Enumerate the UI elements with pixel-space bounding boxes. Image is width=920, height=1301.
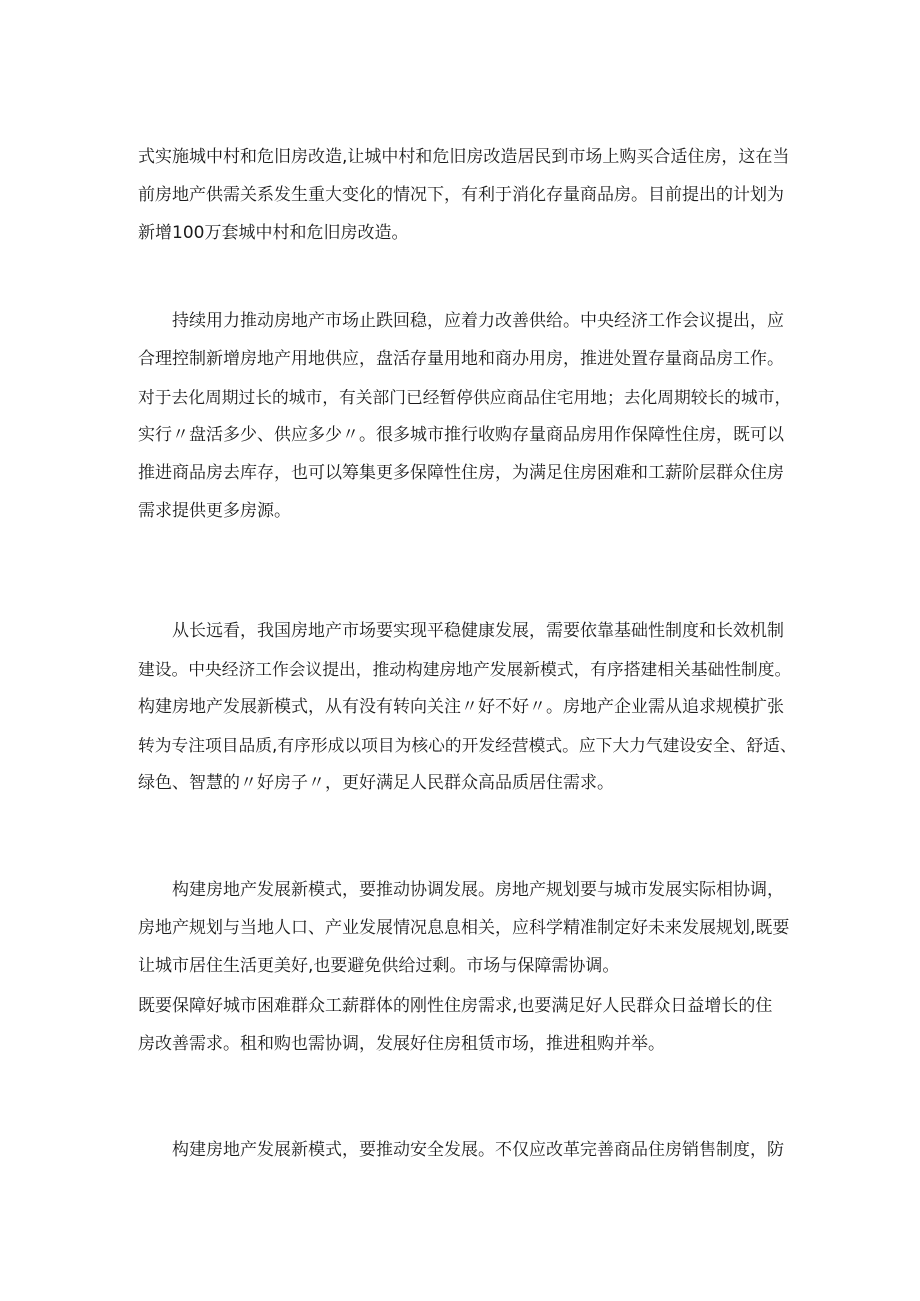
paragraph-line: 持续用力推动房地产市场止跌回稳，应着力改善供给。中央经济工作会议提出，应	[172, 311, 784, 331]
paragraph-line: 让城市居住生活更美好,也要避免供给过剩。市场与保障需协调。	[138, 956, 620, 976]
paragraph-line: 前房地产供需关系发生重大变化的情况下，有利于消化存量商品房。目前提出的计划为	[138, 185, 784, 205]
paragraph-line: 推进商品房去库存，也可以筹集更多保障性住房，为满足住房困难和工薪阶层群众住房	[138, 463, 784, 483]
paragraph-line: 新增100万套城中村和危旧房改造。	[138, 223, 409, 243]
paragraph-line: 式实施城中村和危旧房改造,让城中村和危旧房改造居民到市场上购买合适住房，这在当	[138, 147, 790, 167]
paragraph-line: 构建房地产发展新模式，从有没有转向关注〃好不好〃。房地产企业需从追求规模扩张	[138, 697, 784, 717]
paragraph-line: 从长远看，我国房地产市场要实现平稳健康发展，需要依靠基础性制度和长效机制	[172, 621, 784, 641]
paragraph-line: 合理控制新增房地产用地供应，盘活存量用地和商办用房，推进处置存量商品房工作。	[138, 349, 784, 369]
paragraph-line: 对于去化周期过长的城市，有关部门已经暂停供应商品住宅用地；去化周期较长的城市，	[138, 387, 792, 407]
paragraph-line: 房地产规划与当地人口、产业发展情况息息相关，应科学精准制定好未来发展规划,既要	[138, 918, 790, 938]
paragraph-line: 转为专注项目品质,有序形成以项目为核心的开发经营模式。应下大力气建设安全、舒适、	[138, 735, 797, 755]
paragraph-line: 构建房地产发展新模式，要推动安全发展。不仅应改革完善商品住房销售制度，防	[172, 1140, 784, 1160]
paragraph-5	[138, 987, 798, 1063]
paragraph-line: 构建房地产发展新模式，要推动协调发展。房地产规划要与城市发展实际相协调，	[172, 880, 784, 900]
paragraph-line: 房改善需求。租和购也需协调，发展好住房租赁市场，推进租购并举。	[138, 1034, 665, 1054]
paragraph-line: 实行〃盘活多少、供应多少〃。很多城市推行收购存量商品房用作保障性住房，既可以	[138, 425, 784, 445]
paragraph-4	[138, 871, 798, 985]
paragraph-line: 绿色、智慧的〃好房子〃，更好满足人民群众高品质居住需求。	[138, 773, 614, 793]
paragraph-line: 需求提供更多房源。	[138, 501, 291, 521]
paragraph-2	[138, 302, 798, 530]
paragraph-1	[138, 138, 798, 252]
paragraph-3	[138, 612, 798, 802]
paragraph-line: 既要保障好城市困难群众工薪群体的刚性住房需求,也要满足好人民群众日益增长的住	[138, 996, 773, 1016]
paragraph-line: 建设。中央经济工作会议提出，推动构建房地产发展新模式，有序搭建相关基础性制度。	[138, 659, 792, 679]
paragraph-6	[138, 1131, 798, 1169]
